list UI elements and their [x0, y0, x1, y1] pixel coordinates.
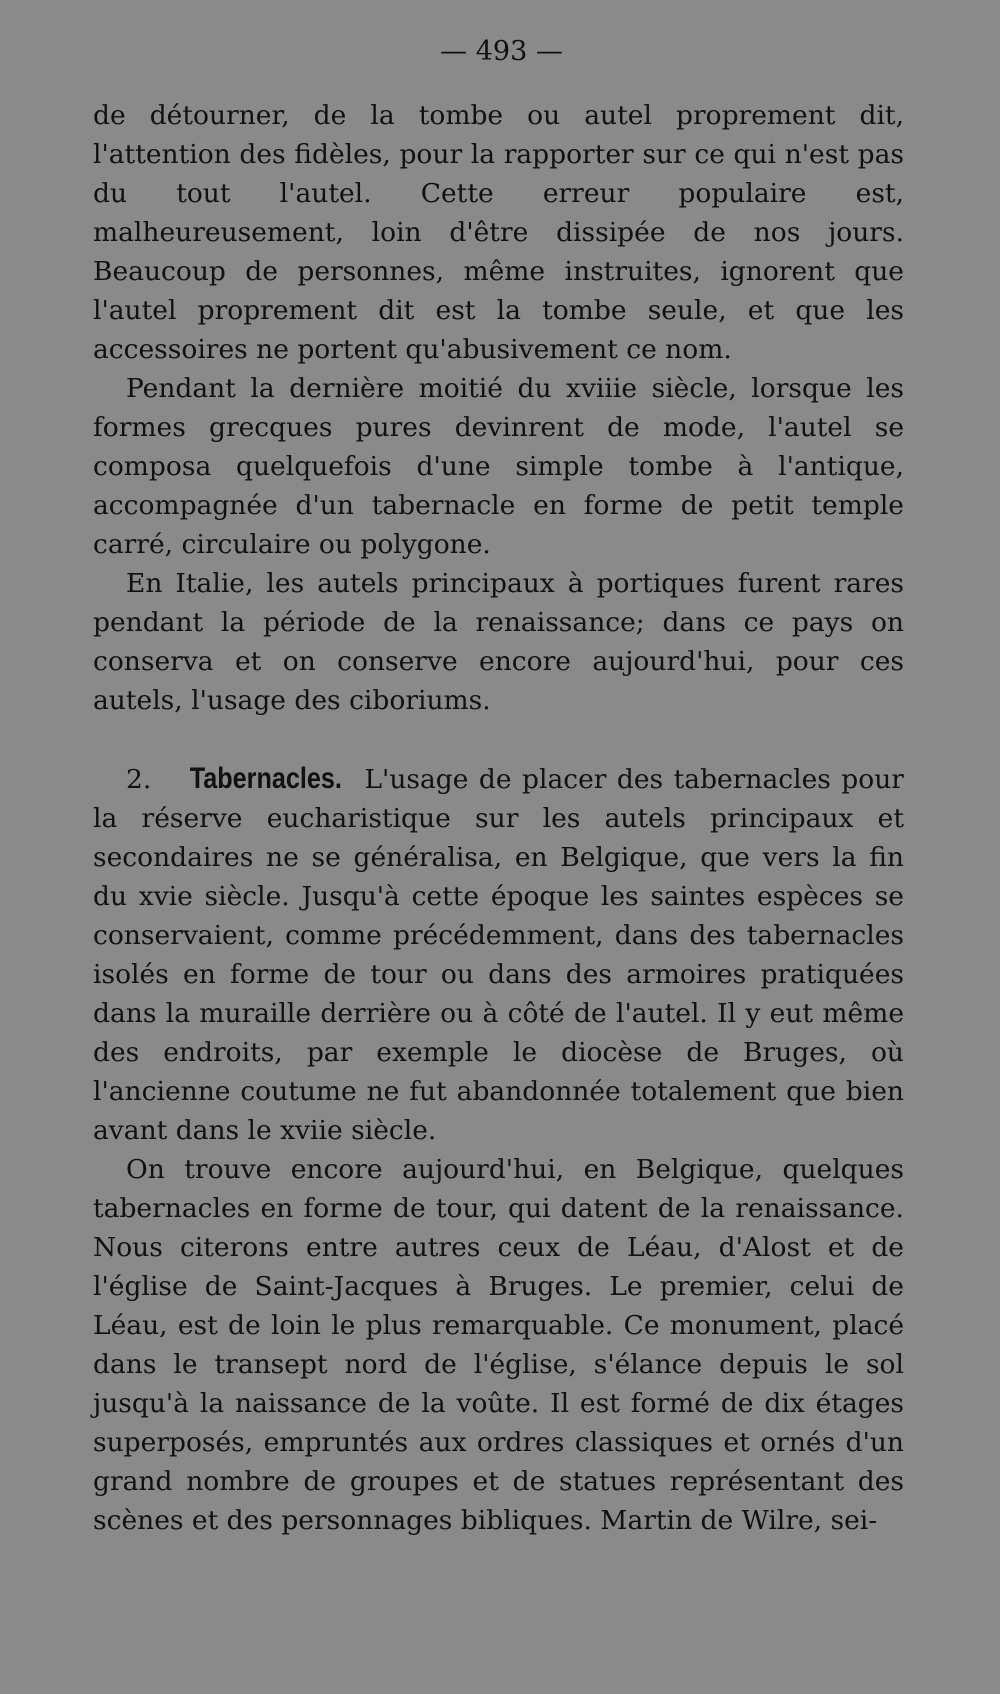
paragraph-greek-forms: Pendant la dernière moitié du xviiie siècle, lorsque les formes grecques pures devinrent de mode, l'autel se composa quelquefois d'une simple tombe à l'antique, accompagnée d'un tabernacle en forme de petit temple carré, circulaire ou polygone. — [93, 373, 904, 560]
section-number: 2. — [126, 764, 152, 795]
section-tabernacles — [93, 759, 904, 1150]
paragraph-continuation: de détourner, de la tombe ou autel proprement dit, l'attention des fidèles, pour la rapporter sur ce qui n'est pas du tout l'autel. Cette erreur populaire est, malheureusement, loin d'être dissipée de nos jours. Beaucoup de personnes, même instruites, ignorent que l'autel proprement dit est la tombe seule, et que les accessoires ne portent qu'abusivement ce nom. — [93, 100, 904, 365]
paragraph-tower-tabernacles: On trouve encore aujourd'hui, en Belgique, quelques tabernacles en forme de tour, qui datent de la renaissance. Nous citerons entre autres ceux de Léau, d'Alost et de l'église de Saint-Jacques à Bruges. Le premier, celui de Léau, est de loin le plus remarquable. Ce monument, placé dans le transept nord de l'église, s'élance depuis le sol jusqu'à la naissance de la voûte. Il est formé de dix étages superposés, empruntés aux ordres classiques et ornés d'un grand nombre de groupes et de statues représentant des scènes et des personnages bibliques. Martin de Wilre, sei- — [93, 1154, 904, 1536]
section-heading: Tabernacles. — [189, 762, 342, 795]
section-body: L'usage de placer des tabernacles pour la réserve eucharistique sur les autels principaux et secondaires ne se généralisa, en Belgique, que vers la fin du xvie siècle. Jusqu'à cette époque les saintes espèces se conservaient, comme précédemment, dans des tabernacles isolés en forme de tour ou dans des armoires pratiquées dans la muraille derrière ou à côté de l'autel. Il y eut même des endroits, par exemple le diocèse de Bruges, où l'ancienne coutume ne fut abandonnée totalement que bien avant dans le xviie siècle. — [93, 764, 904, 1146]
page-number: — 493 — — [440, 36, 563, 67]
paragraph-italy: En Italie, les autels principaux à portiques furent rares pendant la période de la renaissance; dans ce pays on conserva et on conserve encore aujourd'hui, pour ces autels, l'usage des ciboriums. — [93, 568, 904, 716]
